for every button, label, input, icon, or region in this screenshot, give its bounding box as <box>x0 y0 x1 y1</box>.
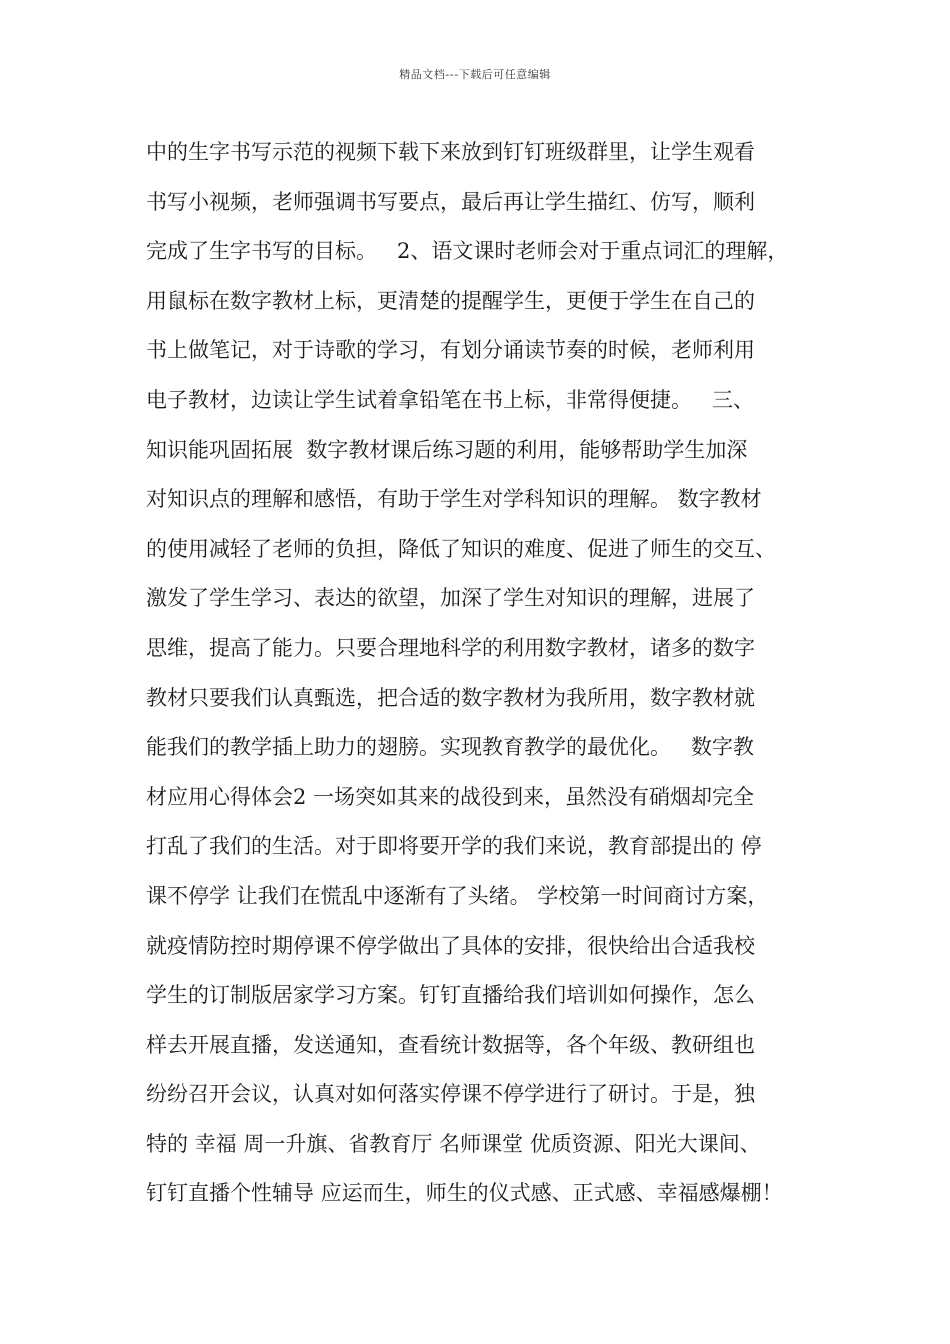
text-line: 就疫情防控时期停课不停学做出了具体的安排，很快给出合适我校 <box>146 933 755 958</box>
text-line: 纷纷召开会议，认真对如何落实停课不停学进行了研讨。于是，独 <box>146 1082 755 1107</box>
text-line: 用鼠标在数字教材上标，更清楚的提醒学生，更便于学生在自己的 <box>146 288 755 313</box>
text-line: 特的 幸福 周一升旗、省教育厅 名师课堂 优质资源、阳光大课间、 <box>146 1131 761 1156</box>
text-line: 完成了生字书写的目标。 2、语文课时老师会对于重点词汇的理解， <box>146 239 789 264</box>
text-line: 书上做笔记，对于诗歌的学习，有划分诵读节奏的时候，老师利用 <box>146 338 755 363</box>
text-line: 打乱了我们的生活。对于即将要开学的我们来说，教育部提出的 停 <box>146 834 762 859</box>
page-header: 精品文档---下载后可任意编辑 <box>399 68 551 81</box>
text-line: 课不停学 让我们在慌乱中逐渐有了头绪。 学校第一时间商讨方案， <box>146 883 769 908</box>
text-line: 对知识点的理解和感悟，有助于学生对学科知识的理解。 数字教材 <box>146 487 762 512</box>
text-line: 电子教材，边读让学生试着拿铅笔在书上标，非常得便捷。 三、 <box>146 387 755 412</box>
text-line: 书写小视频，老师强调书写要点，最后再让学生描红、仿写，顺利 <box>146 189 755 214</box>
text-line: 中的生字书写示范的视频下载下来放到钉钉班级群里，让学生观看 <box>146 140 755 164</box>
text-line: 样去开展直播，发送通知，查看统计数据等，各个年级、教研组也 <box>146 1032 755 1057</box>
text-line: 能我们的教学插上助力的翅膀。实现教育教学的最优化。 数字教 <box>146 735 755 760</box>
body-text <box>146 132 836 1223</box>
text-line: 钉钉直播个性辅导 应运而生，师生的仪式感、正式感、幸福感爆棚！ <box>146 1181 783 1206</box>
text-line: 知识能巩固拓展 数字教材课后练习题的利用，能够帮助学生加深 <box>146 437 748 462</box>
text-line: 教材只要我们认真甄选，把合适的数字教材为我所用，数字教材就 <box>146 685 755 710</box>
text-line: 激发了学生学习、表达的欲望，加深了学生对知识的理解，进展了 <box>146 586 755 611</box>
text-line: 学生的订制版居家学习方案。钉钉直播给我们培训如何操作，怎么 <box>146 983 755 1008</box>
text-line: 材应用心得体会2 一场突如其来的战役到来，虽然没有硝烟却完全 <box>146 784 755 809</box>
text-line: 思维，提高了能力。只要合理地科学的利用数字教材，诸多的数字 <box>146 635 755 660</box>
text-line: 的使用减轻了老师的负担，降低了知识的难度、促进了师生的交互、 <box>146 536 776 561</box>
